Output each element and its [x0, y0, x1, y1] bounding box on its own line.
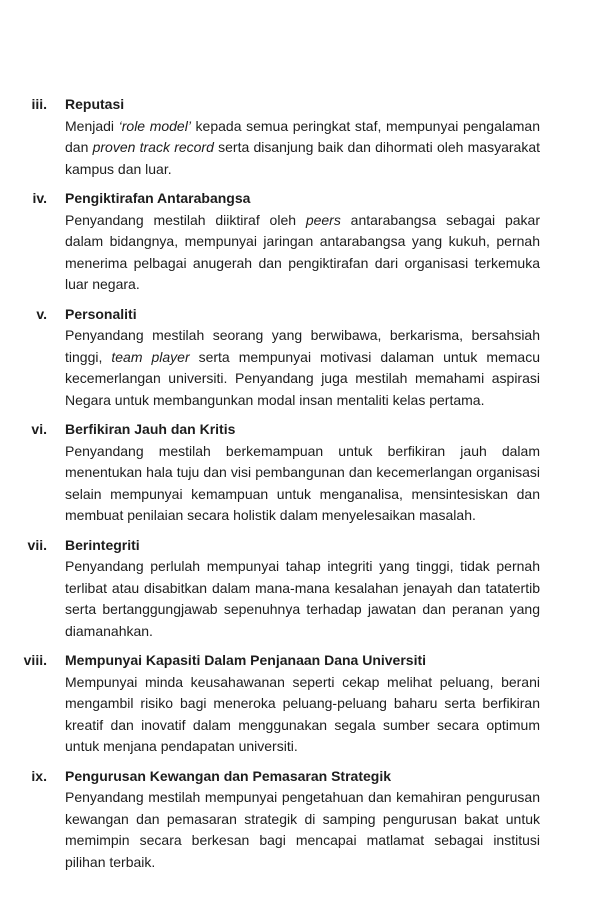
section-number: iv.	[32, 190, 47, 206]
section-personaliti	[0, 304, 540, 412]
section-content	[65, 766, 540, 874]
section-number: iii.	[31, 96, 47, 112]
section-content	[65, 650, 540, 758]
section-content	[65, 304, 540, 412]
section-content	[65, 94, 540, 180]
section-paragraph: Penyandang mestilah diiktiraf oleh peers antarabangsa sebagai pakar dalam bidangnya, mempunyai jaringan antarabangsa yang kukuh, pernah menerima pelbagai anugerah dan pengiktirafan dari organisasi terkemuka luar negara.	[65, 211, 540, 292]
section-title: Berfikiran Jauh dan Kritis	[65, 421, 236, 437]
section-title: Pengurusan Kewangan dan Pemasaran Strategik	[65, 767, 391, 784]
section-paragraph: Mempunyai minda keusahawanan seperti cekap melihat peluang, berani mengambil risiko bagi meneroka peluang-peluang baharu serta berfikiran kreatif dan inovatif dalam menggunakan segala sumber secara optimum untuk menjana pendapatan universiti.	[65, 673, 540, 754]
section-number: vi.	[31, 421, 47, 437]
section-title: Pengiktirafan Antarabangsa	[65, 190, 251, 206]
section-title: Reputasi	[65, 96, 125, 112]
document-body	[0, 94, 540, 881]
section-berfikiran-jauh-dan-kritis	[0, 419, 540, 527]
section-paragraph: Menjadi ‘role model’ kepada semua peringkat staf, mempunyai pengalaman dan proven track record serta disanjung baik dan dihormati oleh masyarakat kampus dan luar.	[65, 117, 541, 177]
section-berintegriti	[0, 535, 540, 643]
section-number: ix.	[31, 767, 47, 784]
section-number: v.	[36, 305, 47, 322]
section-content	[65, 188, 540, 296]
section-kapasiti-penjanaan-dana	[0, 650, 540, 758]
section-paragraph: Penyandang mestilah berkemampuan untuk berfikiran jauh dalam menentukan hala tuju dan visi pembangunan dan kecemerlangan organisasi selain mempunyai kemampuan untuk menganalisa, mensintesiskan dan membuat penilaian secara holistik dalam menyelesaikan masalah.	[65, 442, 540, 523]
section-number: viii.	[23, 652, 47, 668]
section-pengiktirafan-antarabangsa	[0, 188, 540, 296]
section-paragraph: Penyandang mestilah seorang yang berwibawa, berkarisma, bersahsiah tinggi, team player serta mempunyai motivasi dalaman untuk memacu kecemerlangan universiti. Penyandang juga mestilah memahami aspirasi Negara untuk membangunkan modal insan mentaliti kelas pertama.	[65, 327, 541, 408]
section-paragraph: Penyandang perlulah mempunyai tahap integriti yang tinggi, tidak pernah terlibat atau disabitkan dalam mana-mana kesalahan jenayah dan tatatertib serta bertanggungjawab sepenuhnya terhadap jawatan dan peranan yang diamanahkan.	[65, 558, 540, 639]
section-title: Personaliti	[65, 305, 137, 322]
section-content	[65, 535, 540, 643]
section-reputasi	[0, 94, 540, 180]
section-pengurusan-kewangan-pemasaran	[0, 766, 540, 874]
section-content	[65, 419, 540, 527]
section-number: vii.	[27, 536, 47, 553]
section-paragraph: Penyandang mestilah mempunyai pengetahuan dan kemahiran pengurusan kewangan dan pemasaran strategik di samping pengurusan bakat untuk memimpin secara berkesan bagi mencapai matlamat sebagai institusi pilihan terbaik.	[65, 789, 540, 870]
section-title: Berintegriti	[65, 536, 140, 553]
section-title: Mempunyai Kapasiti Dalam Penjanaan Dana Universiti	[65, 652, 427, 668]
